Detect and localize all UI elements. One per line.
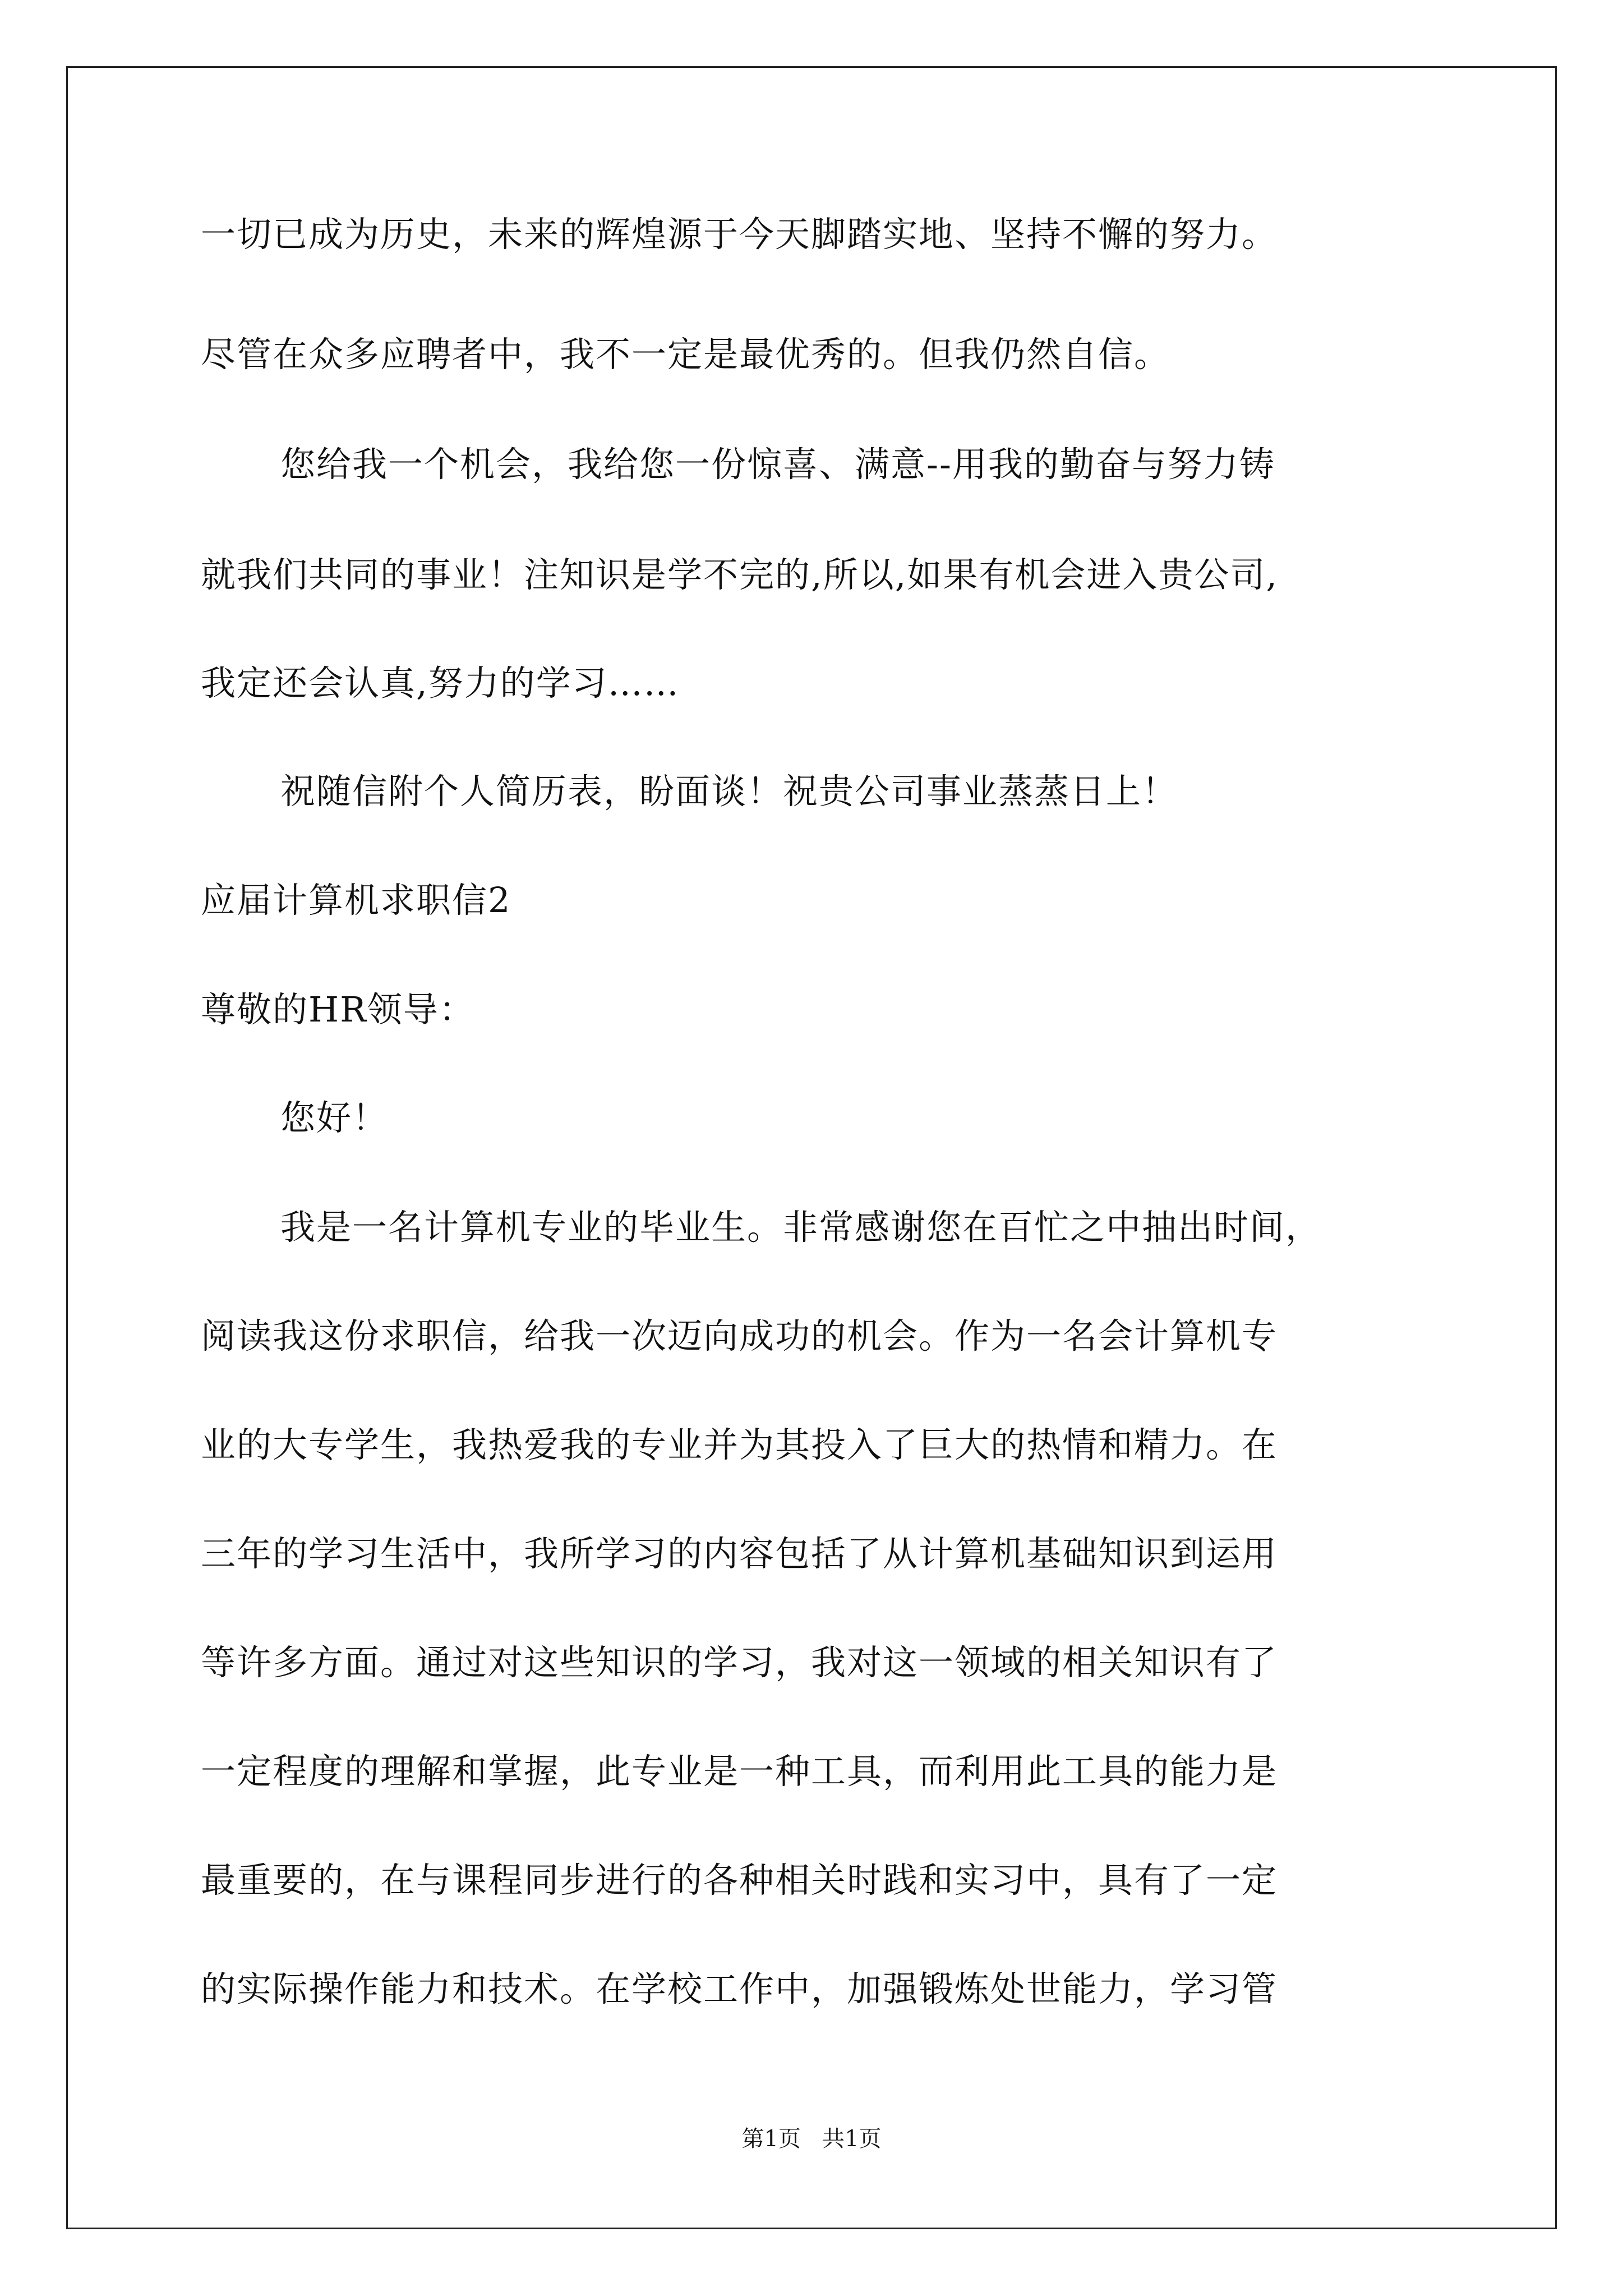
text-line: 您给我一个机会，我给您一份惊喜、满意--用我的勤奋与努力铸 bbox=[280, 444, 1275, 485]
text-line: 三年的学习生活中，我所学习的内容包括了从计算机基础知识到运用 bbox=[201, 1533, 1278, 1574]
text-line: 祝随信附个人简历表，盼面谈！祝贵公司事业蒸蒸日上！ bbox=[280, 771, 1178, 812]
page-footer: 第1页 共1页 bbox=[741, 2126, 882, 2152]
text-line: 我定还会认真,努力的学习…… bbox=[201, 662, 680, 703]
text-line: 一切已成为历史，未来的辉煌源于今天脚踏实地、坚持不懈的努力。 bbox=[201, 214, 1278, 255]
greeting: 您好！ bbox=[280, 1097, 389, 1138]
salutation: 尊敬的HR领导： bbox=[201, 989, 475, 1030]
text-line: 我是一名计算机专业的毕业生。非常感谢您在百忙之中抽出时间， bbox=[280, 1207, 1322, 1248]
text-line: 的实际操作能力和技术。在学校工作中，加强锻炼处世能力，学习管 bbox=[201, 1968, 1278, 2009]
page-border bbox=[66, 66, 1557, 2229]
text-line: 一定程度的理解和掌握，此专业是一种工具，而利用此工具的能力是 bbox=[201, 1751, 1278, 1792]
section-heading: 应届计算机求职信2 bbox=[201, 880, 511, 921]
text-line: 最重要的，在与课程同步进行的各种相关时践和实习中，具有了一定 bbox=[201, 1860, 1278, 1901]
text-line: 阅读我这份求职信，给我一次迈向成功的机会。作为一名会计算机专 bbox=[201, 1315, 1278, 1356]
text-line: 业的大专学生，我热爱我的专业并为其投入了巨大的热情和精力。在 bbox=[201, 1424, 1278, 1465]
text-line: 就我们共同的事业！注知识是学不完的,所以,如果有机会进入贵公司, bbox=[201, 554, 1279, 595]
text-line: 等许多方面。通过对这些知识的学习，我对这一领域的相关知识有了 bbox=[201, 1642, 1278, 1683]
text-line: 尽管在众多应聘者中，我不一定是最优秀的。但我仍然自信。 bbox=[201, 334, 1170, 375]
